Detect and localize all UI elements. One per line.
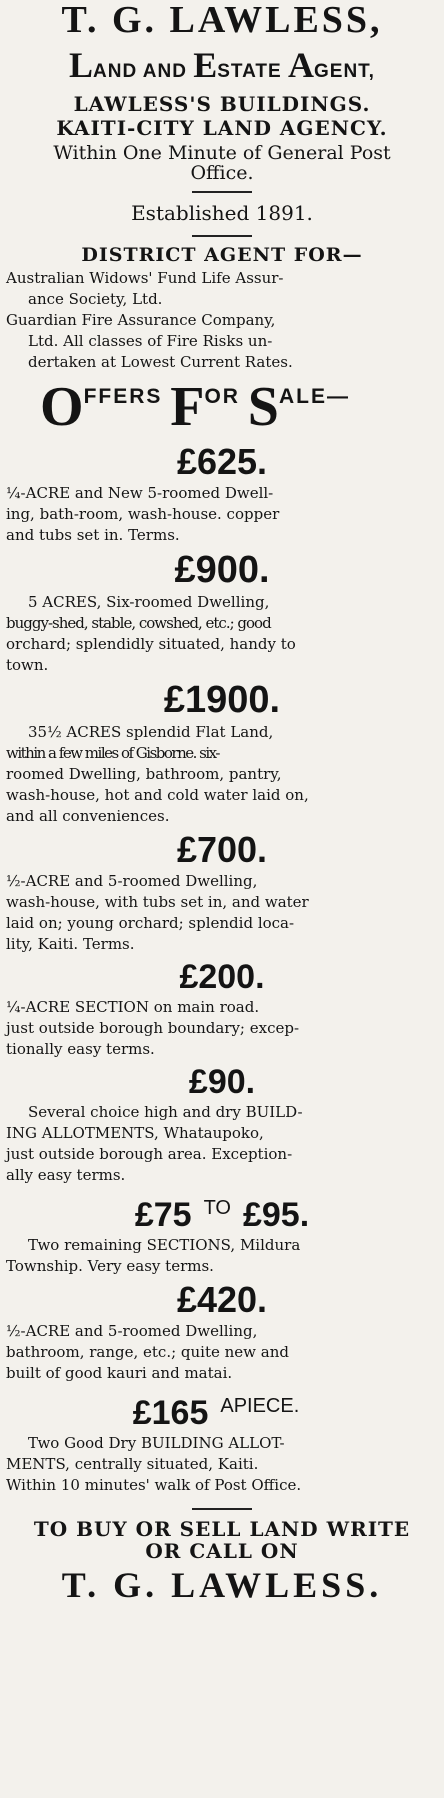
listing	[6, 1188, 438, 1277]
title-part-1: AND AND	[93, 61, 194, 82]
listing-line: Several choice high and dry BUILD-	[28, 1103, 303, 1121]
listing-price	[6, 548, 438, 592]
buildings-line: LAWLESS'S BUILDINGS.	[73, 92, 371, 116]
listing-description	[6, 1235, 438, 1277]
listing-line: Two remaining SECTIONS, Mildura	[28, 1236, 301, 1254]
listing-line: ¼-ACRE SECTION on main road.	[6, 998, 260, 1016]
listing-line: buggy-shed, stable, cowshed, etc.; good	[6, 614, 271, 632]
listing-line: ing, bath-room, wash-house. copper	[6, 505, 280, 523]
listing-price	[6, 1386, 438, 1433]
price-connector: APIECE.	[220, 1395, 300, 1417]
listing-line: orchard; splendidly situated, handy to	[6, 635, 296, 653]
listing-price	[6, 678, 438, 722]
listing-line: laid on; young orchard; splendid loca-	[6, 914, 295, 932]
offers-part-2: OR	[204, 385, 248, 408]
listing-line: and tubs set in. Terms.	[6, 526, 180, 544]
listing-price	[6, 1279, 438, 1321]
firm-name: T. G. LAWLESS,	[61, 0, 383, 41]
listing-line: Within 10 minutes' walk of Post Office.	[6, 1476, 302, 1494]
listing-price	[6, 829, 438, 871]
listing-line: MENTS, centrally situated, Kaiti.	[6, 1455, 259, 1473]
district-heading: DISTRICT AGENT FOR—	[81, 244, 363, 266]
footer-line-1: TO BUY OR SELL LAND WRITE	[33, 1517, 411, 1541]
listing	[6, 1062, 438, 1186]
offers-part-3: ALE—	[278, 385, 350, 408]
listings	[6, 441, 438, 1496]
offers-part-1: FFERS	[83, 385, 171, 408]
listing	[6, 1279, 438, 1384]
title-initial-a: A	[288, 45, 314, 85]
divider	[192, 235, 252, 237]
listing-line: just outside borough area. Exception-	[6, 1145, 293, 1163]
listing-line: town.	[6, 656, 49, 674]
title-part-3: GENT,	[314, 61, 375, 82]
listing	[6, 1386, 438, 1496]
price-amount: £700.	[176, 829, 268, 870]
price-amount: £1900.	[163, 679, 281, 721]
offers-heading	[6, 375, 438, 439]
listing-description	[6, 997, 438, 1060]
listing-description	[6, 1321, 438, 1384]
offers-initial-f: F	[170, 376, 205, 438]
price-amount: £900.	[174, 549, 270, 591]
listing-line: Two Good Dry BUILDING ALLOT-	[28, 1434, 285, 1452]
listing-line: wash-house, with tubs set in, and water	[6, 893, 309, 911]
listing-line: tionally easy terms.	[6, 1040, 155, 1058]
listing-line: ING ALLOTMENTS, Whataupoko,	[6, 1124, 264, 1142]
listing-line: within a few miles of Gisborne. six-	[6, 744, 219, 762]
listing-description	[6, 1433, 438, 1496]
listing-description	[6, 871, 438, 955]
divider	[192, 1508, 252, 1510]
listing-line: and all conveniences.	[6, 807, 170, 825]
price-connector: TO	[203, 1197, 231, 1219]
listing-line: lity, Kaiti. Terms.	[6, 935, 135, 953]
listing-description	[6, 1102, 438, 1186]
listing-line: just outside borough boundary; excep-	[6, 1019, 300, 1037]
listing-line: ½-ACRE and 5-roomed Dwelling,	[6, 872, 258, 890]
district-line: ance Society, Ltd.	[28, 290, 163, 308]
footer-firm-name: T. G. LAWLESS.	[61, 1565, 383, 1605]
district-line: dertaken at Lowest Current Rates.	[28, 353, 293, 371]
location-line-1: Within One Minute of General Post	[53, 142, 391, 164]
price-amount-end: £95.	[242, 1196, 310, 1234]
offers-initial-o: O	[40, 376, 84, 438]
district-line: Guardian Fire Assurance Company,	[6, 311, 276, 329]
agency-line: KAITI-CITY LAND AGENCY.	[56, 116, 388, 140]
footer-line-2: OR CALL ON	[145, 1539, 299, 1563]
listing-price	[6, 1188, 438, 1235]
location-line-2: Office.	[190, 162, 254, 184]
price-amount: £75	[134, 1196, 192, 1234]
price-amount: £90.	[188, 1063, 256, 1101]
listing-description	[6, 483, 438, 546]
offers-initial-s: S	[247, 376, 279, 438]
price-amount: £625.	[176, 441, 268, 482]
price-amount: £165	[132, 1394, 209, 1432]
listing-line: 35½ ACRES splendid Flat Land,	[28, 723, 274, 741]
district-line: Ltd. All classes of Fire Risks un-	[28, 332, 273, 350]
listing	[6, 829, 438, 955]
listing-line: wash-house, hot and cold water laid on,	[6, 786, 309, 804]
listing-line: Township. Very easy terms.	[6, 1257, 214, 1275]
listing-price	[6, 1062, 438, 1102]
listing-price	[6, 441, 438, 483]
listing-description	[6, 722, 438, 827]
listing	[6, 678, 438, 827]
listing-line: 5 ACRES, Six-roomed Dwelling,	[28, 593, 270, 611]
title-initial-l: L	[69, 45, 94, 85]
title-initial-e: E	[193, 45, 218, 85]
listing-line: ally easy terms.	[6, 1166, 126, 1184]
listing-line: ½-ACRE and 5-roomed Dwelling,	[6, 1322, 258, 1340]
district-text	[6, 268, 438, 373]
firm-title	[6, 44, 438, 86]
listing-line: bathroom, range, etc.; quite new and	[6, 1343, 289, 1361]
district-line: Australian Widows' Fund Life Assur-	[6, 269, 284, 287]
established-line: Established 1891.	[131, 201, 313, 225]
listing-line: built of good kauri and matai.	[6, 1364, 233, 1382]
divider	[192, 191, 252, 193]
listing	[6, 548, 438, 676]
listing	[6, 441, 438, 546]
listing-description	[6, 592, 438, 676]
listing-line: roomed Dwelling, bathroom, pantry,	[6, 765, 282, 783]
listing-line: ¼-ACRE and New 5-roomed Dwell-	[6, 484, 274, 502]
price-amount: £420.	[176, 1279, 268, 1320]
listing-price	[6, 957, 438, 997]
listing	[6, 957, 438, 1060]
title-part-2: STATE	[217, 61, 288, 82]
price-amount: £200.	[179, 958, 265, 996]
